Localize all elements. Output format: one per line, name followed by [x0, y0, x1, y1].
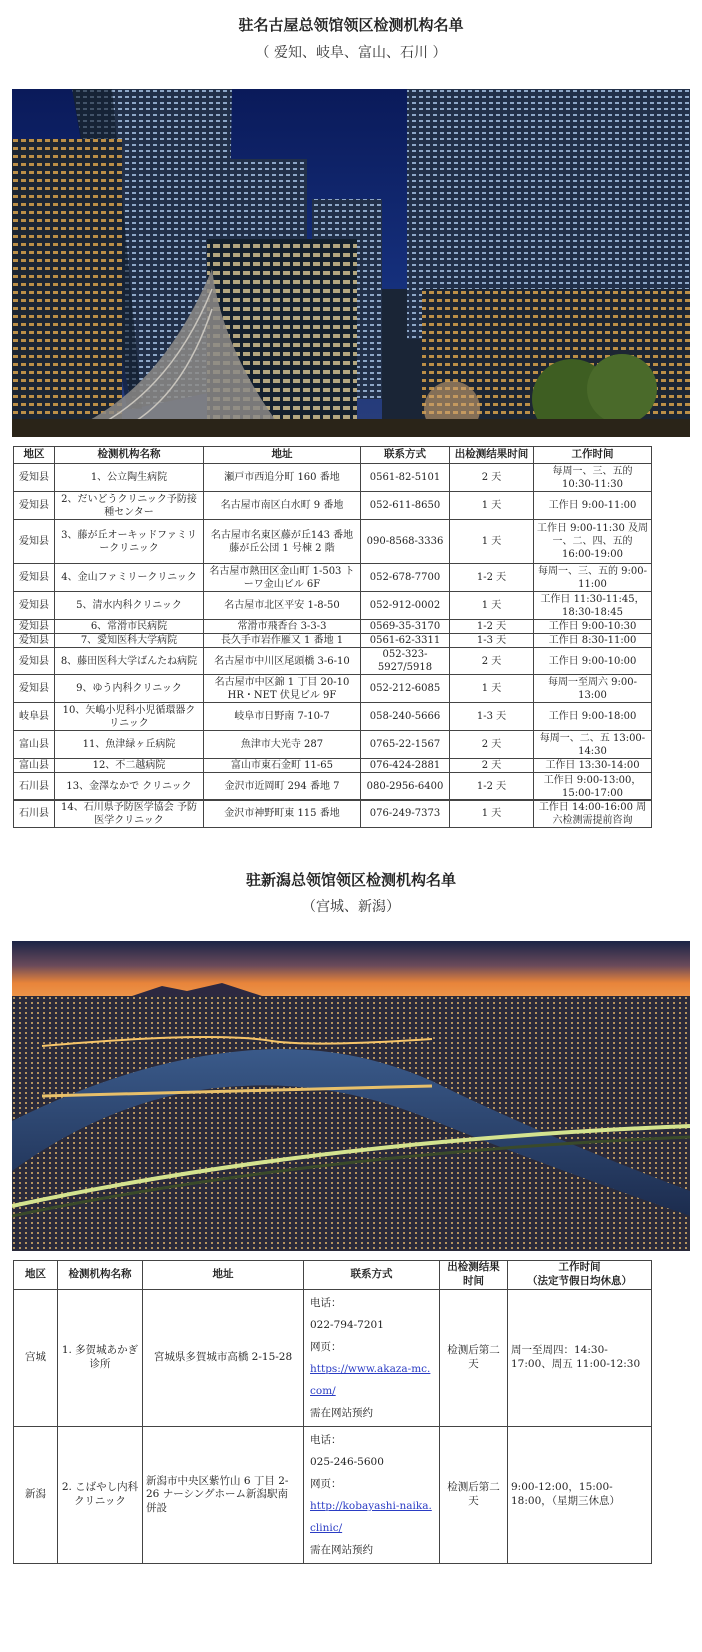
cell-hours: 每周一、三、五的 10:30-11:30 — [534, 464, 652, 492]
cell-contact: 058-240-5666 — [361, 703, 450, 731]
header-name: 检测机构名称 — [58, 1261, 143, 1290]
nagoya-skyline-photo — [12, 89, 690, 437]
cell-result-time: 2 天 — [450, 759, 534, 773]
table-row — [14, 675, 652, 703]
web-label: 网页： — [310, 1478, 342, 1490]
phone-number: 025-246-5600 — [310, 1456, 384, 1468]
booking-note: 需在网站预约 — [310, 1544, 373, 1556]
cell-hours: 工作日 9:00-10:00 — [534, 648, 652, 675]
cell-address: 名古屋市南区白水町 9 番地 — [204, 492, 361, 520]
header-address: 地址 — [143, 1261, 304, 1290]
cell-address: 富山市東石金町 11-65 — [204, 759, 361, 773]
cell-result-time: 1-3 天 — [450, 703, 534, 731]
header-result-time: 出检测结果时间 — [450, 447, 534, 464]
table-row — [14, 1290, 652, 1427]
table-row — [14, 492, 652, 520]
cell-address: 名古屋市名東区藤が丘143 番地藤が丘公団 1 号棟 2 階 — [204, 520, 361, 564]
cell-name: 11、魚津緑ヶ丘病院 — [55, 731, 204, 759]
cell-contact: 052-212-6085 — [361, 675, 450, 703]
cell-name: 3、藤が丘オーキッドファミリークリニック — [55, 520, 204, 564]
cell-name: 5、清水内科クリニック — [55, 592, 204, 620]
cell-contact: 0765-22-1567 — [361, 731, 450, 759]
cell-result-time: 1 天 — [450, 520, 534, 564]
section1-subtitle: （ 爱知、岐阜、富山、石川 ） — [255, 45, 447, 61]
cell-address: 名古屋市中川区尾頭橋 3-6-10 — [204, 648, 361, 675]
header-region: 地区 — [14, 1261, 58, 1290]
cell-name: 6、常滑市民病院 — [55, 620, 204, 634]
cell-result-time: 1 天 — [450, 592, 534, 620]
cell-address: 名古屋市中区錦 1 丁目 20-10 HR・NET 伏見ビル 9F — [204, 675, 361, 703]
cell-contact — [304, 1427, 440, 1564]
cell-address: 長久手市岩作雁又 1 番地 1 — [204, 634, 361, 648]
header-result-time: 出检测结果时间 — [440, 1261, 508, 1290]
cell-result-time: 2 天 — [450, 464, 534, 492]
cell-name: 7、愛知医科大学病院 — [55, 634, 204, 648]
cell-hours: 工作日 13:30-14:00 — [534, 759, 652, 773]
cell-name: 2、だいどうクリニック予防接種センター — [55, 492, 204, 520]
niigata-river-photo — [12, 941, 690, 1251]
table-row — [14, 592, 652, 620]
table-row — [14, 620, 652, 634]
table-row — [14, 648, 652, 675]
cell-contact — [304, 1290, 440, 1427]
phone-label: 电话： — [310, 1297, 342, 1309]
cell-name: 9、ゆう内科クリニック — [55, 675, 204, 703]
cell-hours: 9:00-12:00，15:00-18:00，（星期三休息） — [508, 1427, 652, 1564]
cell-region: 爱知县 — [14, 634, 55, 648]
cell-hours: 工作日 9:00-10:30 — [534, 620, 652, 634]
cell-contact: 0561-82-5101 — [361, 464, 450, 492]
cell-name: 14、石川県予防医学協会 予防医学クリニック — [55, 800, 204, 828]
cell-region: 富山县 — [14, 731, 55, 759]
cell-address: 宮城県多賀城市高橋 2-15-28 — [143, 1290, 304, 1427]
cell-result-time: 检测后第二天 — [440, 1290, 508, 1427]
section1-title: 驻名古屋总领馆领区检测机构名单 — [238, 16, 464, 34]
cell-name: 1、公立陶生病院 — [55, 464, 204, 492]
cell-region: 爱知县 — [14, 620, 55, 634]
cell-contact: 052-912-0002 — [361, 592, 450, 620]
cell-result-time: 2 天 — [450, 648, 534, 675]
cell-region: 爱知县 — [14, 492, 55, 520]
cell-result-time: 1 天 — [450, 492, 534, 520]
cell-region: 宫城 — [14, 1290, 58, 1427]
cell-address: 名古屋市北区平安 1-8-50 — [204, 592, 361, 620]
table-row — [14, 759, 652, 773]
cell-hours: 每周一、三、五的 9:00-11:00 — [534, 564, 652, 592]
header-region: 地区 — [14, 447, 55, 464]
cell-result-time: 1-3 天 — [450, 634, 534, 648]
cell-hours: 工作日 9:00-11:00 — [534, 492, 652, 520]
cell-address: 岐阜市日野南 7-10-7 — [204, 703, 361, 731]
table-row — [14, 520, 652, 564]
cell-result-time: 1-2 天 — [450, 773, 534, 801]
cell-name: 8、藤田医科大学ばんたね病院 — [55, 648, 204, 675]
cell-name: 13、金澤なかで クリニック — [55, 773, 204, 801]
cell-region: 石川县 — [14, 773, 55, 801]
cell-address: 新潟市中央区紫竹山 6 丁目 2-26 ナーシングホーム新潟駅南 併設 — [143, 1427, 304, 1564]
cell-hours: 工作日 14:00-16:00 周六检测需提前咨询 — [534, 800, 652, 828]
cell-region: 岐阜县 — [14, 703, 55, 731]
table-row — [14, 731, 652, 759]
cell-result-time: 2 天 — [450, 731, 534, 759]
cell-contact: 052-323-5927/5918 — [361, 648, 450, 675]
niigata-testing-table — [13, 1260, 652, 1564]
cell-name: 1. 多贺城あかぎ诊所 — [58, 1290, 143, 1427]
cell-result-time: 1 天 — [450, 675, 534, 703]
header-address: 地址 — [204, 447, 361, 464]
booking-note: 需在网站预约 — [310, 1407, 373, 1419]
website-link[interactable]: https://www.akaza-mc.com/ — [310, 1363, 431, 1397]
table-row — [14, 800, 652, 828]
section2-subtitle: （宫城、新潟） — [302, 899, 400, 915]
cell-contact: 0561-62-3311 — [361, 634, 450, 648]
cell-region: 爱知县 — [14, 464, 55, 492]
nagoya-skyline-illustration — [12, 89, 690, 437]
niigata-river-illustration — [12, 941, 690, 1251]
header-contact: 联系方式 — [361, 447, 450, 464]
web-label: 网页： — [310, 1341, 342, 1353]
cell-contact: 052-611-8650 — [361, 492, 450, 520]
table-row — [14, 564, 652, 592]
cell-address: 金沢市神野町東 115 番地 — [204, 800, 361, 828]
cell-address: 常滑市飛香台 3-3-3 — [204, 620, 361, 634]
cell-result-time: 1-2 天 — [450, 564, 534, 592]
cell-contact: 0569-35-3170 — [361, 620, 450, 634]
header-hours: 工作时间 — [534, 447, 652, 464]
cell-hours: 每周一、二、五 13:00-14:30 — [534, 731, 652, 759]
cell-region: 新潟 — [14, 1427, 58, 1564]
nagoya-testing-table — [13, 446, 652, 801]
cell-region: 爱知县 — [14, 520, 55, 564]
cell-result-time: 1 天 — [450, 800, 534, 828]
cell-name: 4、金山ファミリークリニック — [55, 564, 204, 592]
cell-address: 金沢市近岡町 294 番地 7 — [204, 773, 361, 801]
cell-hours: 工作日 9:00-11:30 及周一、二、四、五的 16:00-19:00 — [534, 520, 652, 564]
website-link[interactable]: http://kobayashi-naika.clinic/ — [310, 1500, 432, 1534]
table-row — [14, 1427, 652, 1564]
cell-address: 名古屋市熱田区金山町 1-503 トーワ金山ビル 6F — [204, 564, 361, 592]
cell-result-time: 1-2 天 — [450, 620, 534, 634]
table-header-row — [14, 1261, 652, 1290]
cell-region: 爱知县 — [14, 564, 55, 592]
cell-hours: 工作日 9:00-18:00 — [534, 703, 652, 731]
cell-name: 12、不二越病院 — [55, 759, 204, 773]
cell-contact: 076-249-7373 — [361, 800, 450, 828]
cell-region: 爱知县 — [14, 675, 55, 703]
table-header-row — [14, 447, 652, 464]
cell-address: 瀬戸市西追分町 160 番地 — [204, 464, 361, 492]
cell-contact: 076-424-2881 — [361, 759, 450, 773]
cell-region: 爱知县 — [14, 592, 55, 620]
header-name: 检测机构名称 — [55, 447, 204, 464]
table-row — [14, 773, 652, 801]
cell-region: 爱知县 — [14, 648, 55, 675]
cell-result-time: 检测后第二天 — [440, 1427, 508, 1564]
cell-contact: 080-2956-6400 — [361, 773, 450, 801]
cell-contact: 090-8568-3336 — [361, 520, 450, 564]
table-row — [14, 634, 652, 648]
cell-region: 石川县 — [14, 800, 55, 828]
cell-contact: 052-678-7700 — [361, 564, 450, 592]
header-hours — [508, 1261, 652, 1290]
header-contact: 联系方式 — [304, 1261, 440, 1290]
cell-region: 富山县 — [14, 759, 55, 773]
nagoya-testing-table-extra — [13, 799, 652, 828]
header-hours-label: 工作时间 — [558, 1261, 601, 1274]
header-holiday-note: （法定节假日均休息） — [527, 1275, 632, 1287]
phone-number: 022-794-7201 — [310, 1319, 384, 1331]
cell-name: 10、矢嶋小児科小児循環器クリニック — [55, 703, 204, 731]
table-row — [14, 464, 652, 492]
cell-name: 2. こばやし内科クリニック — [58, 1427, 143, 1564]
cell-hours: 工作日 8:30-11:00 — [534, 634, 652, 648]
cell-hours: 工作日 9:00-13:00，15:00-17:00 — [534, 773, 652, 801]
cell-hours: 每周一至周六 9:00-13:00 — [534, 675, 652, 703]
cell-address: 魚津市大光寺 287 — [204, 731, 361, 759]
cell-hours: 工作日 11:30-11:45，18:30-18:45 — [534, 592, 652, 620]
table-row — [14, 703, 652, 731]
section2-title: 驻新潟总领馆领区检测机构名单 — [245, 871, 456, 889]
cell-hours: 周一至周四：14:30-17:00、周五 11:00-12:30 — [508, 1290, 652, 1427]
phone-label: 电话： — [310, 1434, 342, 1446]
